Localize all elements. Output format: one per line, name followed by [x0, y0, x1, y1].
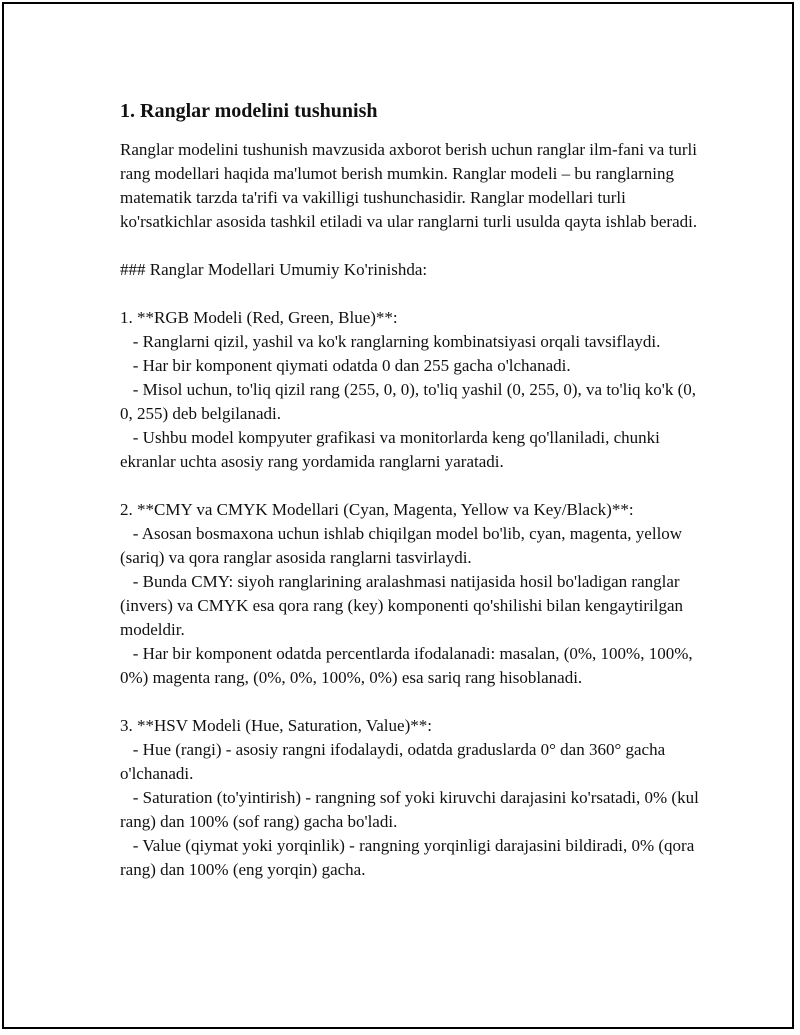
list-item: - Bunda CMY: siyoh ranglarining aralashmasi natijasida hosil bo'ladigan ranglar (invers) va CMYK esa qora rang (key) komponenti qo'shilishi bilan kengaytirilgan modeldir. — [120, 572, 688, 639]
document-body — [120, 94, 704, 882]
section-rgb — [120, 306, 700, 474]
section-cmyk — [120, 498, 700, 690]
list-item: - Misol uchun, to'liq qizil rang (255, 0, 0), to'liq yashil (0, 255, 0), va to'liq ko'k (0, 0, 255) deb belgilanadi. — [120, 380, 701, 423]
section-title: 2. **CMY va CMYK Modellari (Cyan, Magenta, Yellow va Key/Black)**: — [120, 500, 634, 519]
list-item: - Ushbu model kompyuter grafikasi va monitorlarda keng qo'llaniladi, chunki ekranlar uchta asosiy rang yordamida ranglarni yaratadi. — [120, 428, 665, 471]
list-item: - Hue (rangi) - asosiy rangni ifodalaydi, odatda graduslarda 0° dan 360° gacha o'lchanadi. — [120, 740, 670, 783]
list-item: - Har bir komponent odatda percentlarda ifodalanadi: masalan, (0%, 100%, 100%, 0%) magenta rang, (0%, 0%, 100%, 0%) esa sariq rang hisoblanadi. — [120, 644, 697, 687]
section-title: 1. **RGB Modeli (Red, Green, Blue)**: — [120, 308, 398, 327]
list-item: - Value (qiymat yoki yorqinlik) - rangning yorqinligi darajasini bildiradi, 0% (qora rang) dan 100% (eng yorqin) gacha. — [120, 836, 699, 879]
subheading: ### Ranglar Modellari Umumiy Ko'rinishda: — [120, 260, 428, 279]
list-item: - Asosan bosmaxona uchun ishlab chiqilgan model bo'lib, cyan, magenta, yellow (sariq) va qora ranglar asosida ranglarni tasvirlaydi. — [120, 524, 687, 567]
section-heading: 1. Ranglar modelini tushunish — [120, 100, 378, 122]
list-item: - Saturation (to'yintirish) - rangning sof yoki kiruvchi darajasini ko'rsatadi, 0% (kul rang) dan 100% (sof rang) gacha bo'ladi. — [120, 788, 704, 831]
list-item: - Ranglarni qizil, yashil va ko'k ranglarning kombinatsiyasi orqali tavsiflaydi. — [120, 332, 661, 351]
document-page — [2, 2, 794, 1029]
section-hsv — [120, 714, 704, 882]
section-title: 3. **HSV Modeli (Hue, Saturation, Value)**: — [120, 716, 432, 735]
intro-paragraph: Ranglar modelini tushunish mavzusida axborot berish uchun ranglar ilm-fani va turli rang modellari haqida ma'lumot berish mumkin. Ranglar modeli – bu ranglarning matematik tarzda ta'rifi va vakilligi tushunchasidir. Ranglar modellari turli ko'rsatkichlar asosida tashkil etiladi va ular ranglarni turli usulda qayta ishlab beradi. — [120, 140, 702, 231]
list-item: - Har bir komponent qiymati odatda 0 dan 255 gacha o'lchanadi. — [120, 356, 571, 375]
